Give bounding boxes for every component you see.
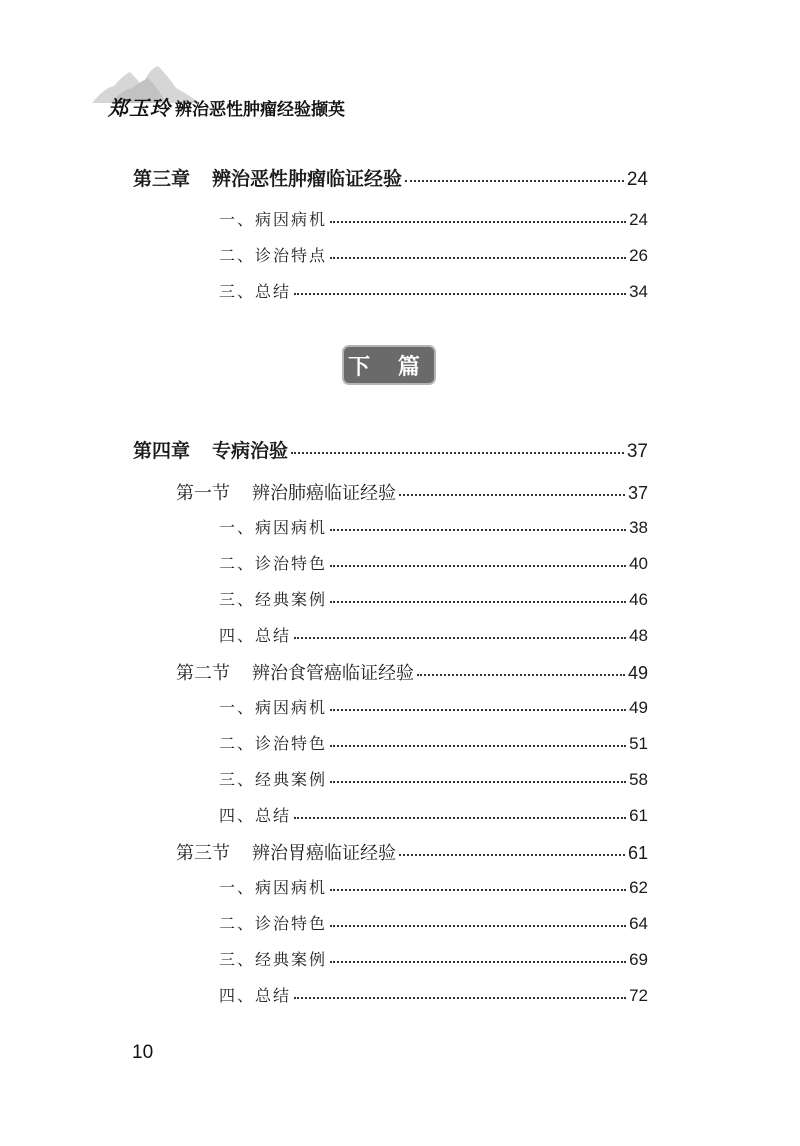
- page-ref: 61: [627, 843, 648, 863]
- section-title: 辨治肺癌临证经验: [252, 483, 396, 504]
- leader-dots: [330, 257, 626, 259]
- item-label: 四、总结: [219, 806, 292, 825]
- toc-section[interactable]: [176, 479, 648, 505]
- toc-item[interactable]: [219, 767, 648, 790]
- section-number: 第二节: [176, 663, 230, 684]
- toc-item[interactable]: [219, 695, 648, 718]
- item-label: 二、诊治特色: [219, 914, 328, 933]
- item-label: 一、病因病机: [219, 878, 328, 897]
- section-title: 辨治食管癌临证经验: [252, 663, 414, 684]
- item-label: 二、诊治特色: [219, 554, 328, 573]
- page-ref: 51: [629, 734, 648, 753]
- page-ref: 40: [629, 554, 648, 573]
- item-label: 一、病因病机: [219, 698, 328, 717]
- item-label: 三、总结: [219, 282, 292, 301]
- toc-chapter-4[interactable]: [133, 436, 648, 463]
- chapter-number: 第三章: [133, 168, 191, 190]
- item-label: 一、病因病机: [219, 210, 328, 229]
- item-label: 四、总结: [219, 626, 292, 645]
- page-ref: 37: [627, 483, 648, 503]
- page-ref: 58: [629, 770, 648, 789]
- author-name: 郑玉玲: [108, 96, 171, 120]
- part-label-box: 下 篇: [344, 347, 434, 383]
- leader-dots: [330, 745, 626, 747]
- page-ref: 48: [629, 626, 648, 645]
- toc-item[interactable]: [219, 587, 648, 610]
- chapter-number: 第四章: [133, 440, 191, 462]
- item-label: 四、总结: [219, 986, 292, 1005]
- item-label: 三、经典案例: [219, 590, 328, 609]
- toc-section[interactable]: [176, 659, 648, 685]
- chapter-title: 辨治恶性肿瘤临证经验: [212, 168, 403, 190]
- leader-dots: [330, 709, 626, 711]
- page-ref: 46: [629, 590, 648, 609]
- section-number: 第三节: [176, 843, 230, 864]
- item-label: 二、诊治特色: [219, 734, 328, 753]
- page-ref: 62: [629, 878, 648, 897]
- page-ref: 49: [629, 698, 648, 717]
- toc-item[interactable]: [219, 731, 648, 754]
- leader-dots: [330, 889, 626, 891]
- toc-item[interactable]: [219, 279, 648, 302]
- page-ref: 72: [629, 986, 648, 1005]
- item-label: 三、经典案例: [219, 950, 328, 969]
- toc-item[interactable]: [219, 623, 648, 646]
- leader-dots: [330, 961, 626, 963]
- leader-dots: [417, 674, 625, 676]
- page-ref: 26: [629, 246, 648, 265]
- leader-dots: [291, 452, 624, 454]
- book-title: 辨治恶性肿瘤经验撷英: [175, 100, 345, 120]
- toc-section[interactable]: [176, 839, 648, 865]
- page-ref: 49: [627, 663, 648, 683]
- toc-item[interactable]: [219, 875, 648, 898]
- toc-item[interactable]: [219, 803, 648, 826]
- item-label: 二、诊治特点: [219, 246, 328, 265]
- item-label: 三、经典案例: [219, 770, 328, 789]
- page-ref: 37: [626, 441, 648, 462]
- page-ref: 69: [629, 950, 648, 969]
- leader-dots: [399, 854, 625, 856]
- section-number: 第一节: [176, 483, 230, 504]
- page-ref: 34: [629, 282, 648, 301]
- page-ref: 24: [629, 210, 648, 229]
- toc-chapter-3[interactable]: [133, 164, 648, 191]
- toc-item[interactable]: [219, 551, 648, 574]
- leader-dots: [330, 529, 626, 531]
- toc-item[interactable]: [219, 983, 648, 1006]
- leader-dots: [330, 781, 626, 783]
- page-number: 10: [132, 1042, 154, 1063]
- page-ref: 24: [626, 169, 648, 190]
- leader-dots: [399, 494, 625, 496]
- page-ref: 38: [629, 518, 648, 537]
- leader-dots: [294, 817, 626, 819]
- leader-dots: [330, 601, 626, 603]
- toc-item[interactable]: [219, 243, 648, 266]
- leader-dots: [294, 997, 626, 999]
- leader-dots: [330, 221, 626, 223]
- toc-item[interactable]: [219, 515, 648, 538]
- page-ref: 61: [629, 806, 648, 825]
- toc-item[interactable]: [219, 207, 648, 230]
- leader-dots: [330, 565, 626, 567]
- page-ref: 64: [629, 914, 648, 933]
- section-title: 辨治胃癌临证经验: [252, 843, 396, 864]
- leader-dots: [294, 293, 626, 295]
- chapter-title: 专病治验: [212, 440, 289, 462]
- leader-dots: [330, 925, 626, 927]
- toc-item[interactable]: [219, 911, 648, 934]
- item-label: 一、病因病机: [219, 518, 328, 537]
- leader-dots: [294, 637, 626, 639]
- leader-dots: [405, 180, 624, 182]
- toc-item[interactable]: [219, 947, 648, 970]
- running-header: [92, 58, 412, 128]
